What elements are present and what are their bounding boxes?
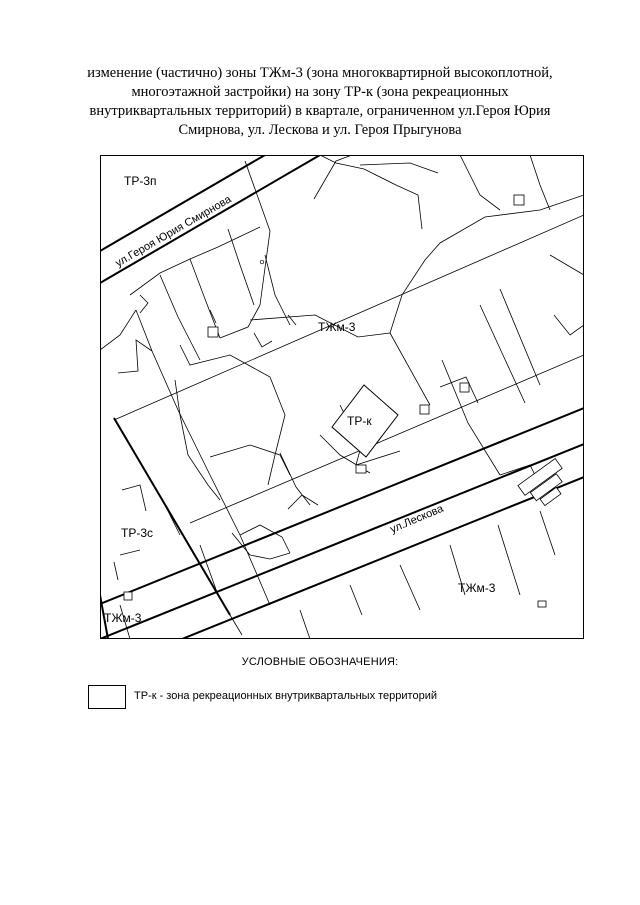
zone-label-trk: ТР-к [347,414,372,428]
zone-label-tzhm3-center: ТЖм-3 [318,320,356,334]
document-title [80,64,560,140]
zone-label-tr3p: ТР-3п [124,174,157,188]
zoning-map [100,155,584,639]
zone-label-tzhm3-left: ТЖм-3 [104,611,142,625]
title-line-2: многоэтажной застройки) на зону ТР-к (зона рекреационных [131,84,509,100]
legend-swatch [88,685,126,709]
title-line-1: изменение (частично) зоны ТЖм-3 (зона многоквартирной высокоплотной, [87,65,553,81]
title-line-4: Смирнова, ул. Лескова и ул. Героя Прыгунова [178,122,462,138]
legend-title: УСЛОВНЫЕ ОБОЗНАЧЕНИЯ: [241,656,399,668]
zone-label-tzhm3-right: ТЖм-3 [458,581,496,595]
title-line-3: внутриквартальных территорий) в квартале, ограниченном ул.Героя Юрия [89,103,551,119]
zone-label-tr3c: ТР-3с [121,526,154,540]
legend-item-text: ТР-к - зона рекреационных внутриквартальных территорий [134,690,437,702]
street-label-smirnova: ул.Героя Юрия Смирнова [113,193,234,270]
street-label-leskova: ул.Лескова [388,502,446,536]
